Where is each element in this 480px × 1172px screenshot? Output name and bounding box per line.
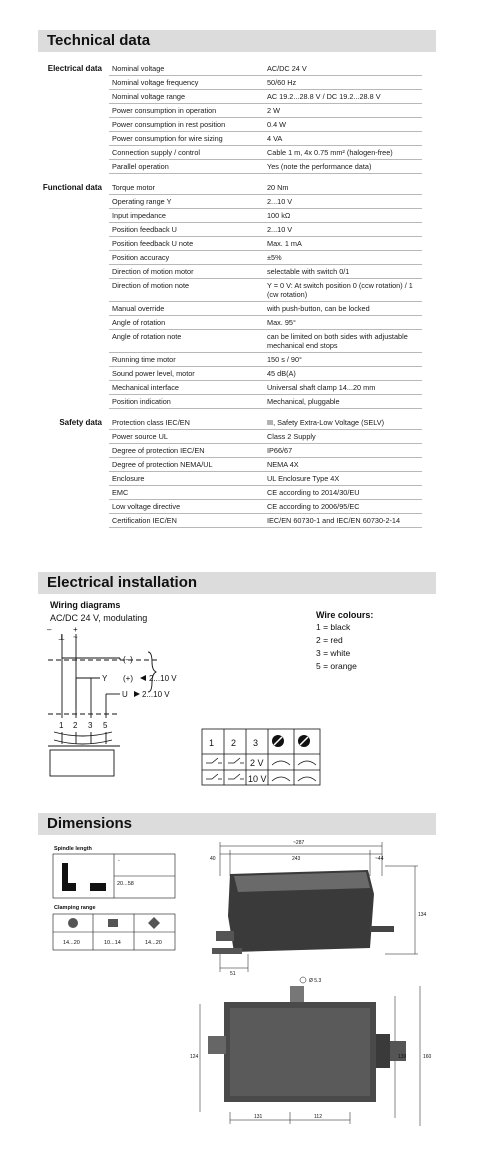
spec-key: Nominal voltage frequency (109, 76, 264, 90)
spec-value: with push-button, can be locked (264, 302, 422, 316)
spec-value: CE according to 2014/30/EU (264, 486, 422, 500)
spec-row (109, 353, 422, 367)
spec-value: IEC/EN 60730-1 and IEC/EN 60730-2-14 (264, 514, 422, 528)
spec-key: Power source UL (109, 430, 264, 444)
technical-data-table (40, 62, 424, 535)
spec-key: EMC (109, 486, 264, 500)
dim-width-b: 112 (314, 1114, 322, 1120)
terminal-label-2: 2 (73, 721, 78, 730)
spec-key: Protection class IEC/EN (109, 416, 264, 430)
spec-row (109, 209, 422, 223)
spec-value: Class 2 Supply (264, 430, 422, 444)
switch-table (200, 727, 322, 787)
spec-value: 45 dB(A) (264, 367, 422, 381)
spec-value: AC/DC 24 V (264, 62, 422, 76)
term-plus-label: (+) (123, 674, 133, 683)
spec-key: Torque motor (109, 181, 264, 195)
spindle-length-table (52, 853, 176, 899)
spec-value: can be limited on both sides with adjustable mechanical end stops (264, 330, 422, 353)
wiring-diagrams-subtitle: AC/DC 24 V, modulating (50, 613, 148, 623)
spec-value: UL Enclosure Type 4X (264, 472, 422, 486)
input-range-label: 2...10 V (149, 674, 177, 683)
spec-row (109, 104, 422, 118)
spec-value: NEMA 4X (264, 458, 422, 472)
spec-key: Nominal voltage range (109, 90, 264, 104)
spec-key: Angle of rotation note (109, 330, 264, 353)
terminal-label-3: 3 (88, 721, 93, 730)
supply-minus-label: – (47, 625, 52, 634)
spec-row (109, 316, 422, 330)
spec-key: Degree of protection IEC/EN (109, 444, 264, 458)
spec-row (109, 279, 422, 302)
spec-row (109, 160, 422, 174)
spec-group-label: Electrical data (47, 64, 102, 73)
dim-hole: Ø 5.3 (309, 978, 322, 984)
dim-bottom: 51 (230, 971, 236, 977)
spec-row (109, 430, 422, 444)
spec-row (109, 251, 422, 265)
clamping-range-title: Clamping range (54, 905, 96, 911)
dim-middle: 243 (292, 856, 301, 862)
spec-row (109, 90, 422, 104)
spec-row (109, 458, 422, 472)
spec-key: Direction of motion motor (109, 265, 264, 279)
spec-row (109, 416, 422, 430)
spec-row (109, 330, 422, 353)
dim-left: 40 (210, 856, 216, 862)
spec-key: Operating range Y (109, 195, 264, 209)
spec-key: Mechanical interface (109, 381, 264, 395)
supply-ground-label: ⊥ (58, 633, 65, 642)
spec-row (109, 486, 422, 500)
spec-value: CE according to 2006/95/EC (264, 500, 422, 514)
spec-key: Connection supply / control (109, 146, 264, 160)
spec-row (109, 367, 422, 381)
wiring-diagram (40, 622, 210, 792)
spec-value: 50/60 Hz (264, 76, 422, 90)
spec-row (109, 132, 422, 146)
section-header-technical (38, 30, 436, 52)
switch-header-2: 2 (231, 738, 237, 748)
term-u-label: U (122, 690, 128, 699)
spec-key: Power consumption in rest position (109, 118, 264, 132)
spec-value: Y = 0 V: At switch position 0 (ccw rotation) / 1 (cw rotation) (264, 279, 422, 302)
term-y-label: Y (102, 674, 108, 683)
spec-key: Low voltage directive (109, 500, 264, 514)
spec-value: selectable with switch 0/1 (264, 265, 422, 279)
section-header-dimensions (38, 813, 436, 835)
spec-table (109, 181, 422, 409)
spec-row (109, 62, 422, 76)
spec-key: Manual override (109, 302, 264, 316)
spec-group-label: Safety data (59, 418, 102, 427)
spec-group (40, 62, 424, 174)
spec-row (109, 237, 422, 251)
terminal-label-1: 1 (59, 721, 64, 730)
dim-depth-b: 160 (423, 1054, 432, 1060)
spec-key: Power consumption in operation (109, 104, 264, 118)
spec-value: 150 s / 90° (264, 353, 422, 367)
spec-row (109, 472, 422, 486)
spec-key: Certification IEC/EN (109, 514, 264, 528)
spec-row (109, 223, 422, 237)
wire-colour-item: 1 = black (316, 622, 351, 632)
switch-row-10v-label: 10 V (248, 774, 267, 784)
terminal-label-5: 5 (103, 721, 108, 730)
spec-row (109, 381, 422, 395)
spec-value: Max. 1 mA (264, 237, 422, 251)
spindle-value: 20...58 (117, 881, 134, 887)
spec-key: Sound power level, motor (109, 367, 264, 381)
spec-group-label: Functional data (42, 183, 102, 192)
spec-key: Position indication (109, 395, 264, 409)
dim-height: 134 (418, 912, 427, 918)
spec-row (109, 500, 422, 514)
spec-key: Input impedance (109, 209, 264, 223)
spec-key: Position feedback U (109, 223, 264, 237)
spec-row (109, 195, 422, 209)
section-title-dimensions: Dimensions (47, 815, 133, 832)
spec-row (109, 76, 422, 90)
spec-key: Position accuracy (109, 251, 264, 265)
spec-row (109, 444, 422, 458)
spec-value: ±5% (264, 251, 422, 265)
supply-plus-label: + (73, 625, 78, 634)
spec-key: Nominal voltage (109, 62, 264, 76)
output-range-label: 2...10 V (142, 690, 170, 699)
wire-colours-title: Wire colours: (316, 610, 374, 620)
spec-row (109, 514, 422, 528)
spec-row (109, 302, 422, 316)
spec-value: III, Safety Extra-Low Voltage (SELV) (264, 416, 422, 430)
spec-row (109, 146, 422, 160)
spec-key: Power consumption for wire sizing (109, 132, 264, 146)
spec-value: Max. 95° (264, 316, 422, 330)
spec-value: 2...10 V (264, 195, 422, 209)
dim-depth-a: 139 (398, 1054, 407, 1060)
wire-colour-item: 2 = red (316, 635, 343, 645)
spec-group (40, 416, 424, 528)
dim-width-a: 131 (254, 1114, 263, 1120)
switch-header-1: 1 (209, 738, 215, 748)
spec-group (40, 181, 424, 409)
spec-row (109, 265, 422, 279)
clamping-value: 14...20 (63, 940, 80, 946)
spindle-length-title: Spindle length (54, 846, 92, 852)
spec-value: Cable 1 m, 4x 0.75 mm² (halogen-free) (264, 146, 422, 160)
dim-right: ~44 (375, 856, 384, 862)
spindle-value: - (118, 858, 120, 864)
switch-row-2v-label: 2 V (250, 758, 264, 768)
wiring-diagrams-title: Wiring diagrams (50, 600, 121, 610)
spec-value: 2 W (264, 104, 422, 118)
section-title-technical: Technical data (47, 32, 151, 49)
supply-tilde-label: ~ (73, 633, 78, 642)
spec-row (109, 181, 422, 195)
spec-table (109, 62, 422, 174)
spec-key: Angle of rotation (109, 316, 264, 330)
switch-header-3: 3 (253, 738, 259, 748)
spec-key: Degree of protection NEMA/UL (109, 458, 264, 472)
spec-value: Yes (note the performance data) (264, 160, 422, 174)
spec-key: Position feedback U note (109, 237, 264, 251)
spec-row (109, 395, 422, 409)
spec-value: 100 kΩ (264, 209, 422, 223)
section-title-electrical: Electrical installation (47, 574, 198, 591)
spec-key: Enclosure (109, 472, 264, 486)
wire-colour-item: 3 = white (316, 648, 351, 658)
wire-colour-item: 5 = orange (316, 661, 357, 671)
spec-key: Running time motor (109, 353, 264, 367)
spec-key: Direction of motion note (109, 279, 264, 302)
clamping-value: 10...14 (104, 940, 121, 946)
dim-depth-inner: 124 (190, 1054, 199, 1060)
term-minus-label: (–) (123, 655, 133, 664)
spec-value: 0.4 W (264, 118, 422, 132)
spec-row (109, 118, 422, 132)
dim-overall: ~287 (293, 840, 305, 846)
spec-value: Mechanical, pluggable (264, 395, 422, 409)
dimension-drawing (190, 836, 440, 1126)
section-header-electrical (38, 572, 436, 594)
spec-table (109, 416, 422, 528)
spec-value: IP66/67 (264, 444, 422, 458)
clamping-value: 14...20 (145, 940, 162, 946)
spec-key: Parallel operation (109, 160, 264, 174)
spec-value: AC 19.2...28.8 V / DC 19.2...28.8 V (264, 90, 422, 104)
spec-value: Universal shaft clamp 14...20 mm (264, 381, 422, 395)
spec-value: 2...10 V (264, 223, 422, 237)
spec-value: 4 VA (264, 132, 422, 146)
spec-value: 20 Nm (264, 181, 422, 195)
